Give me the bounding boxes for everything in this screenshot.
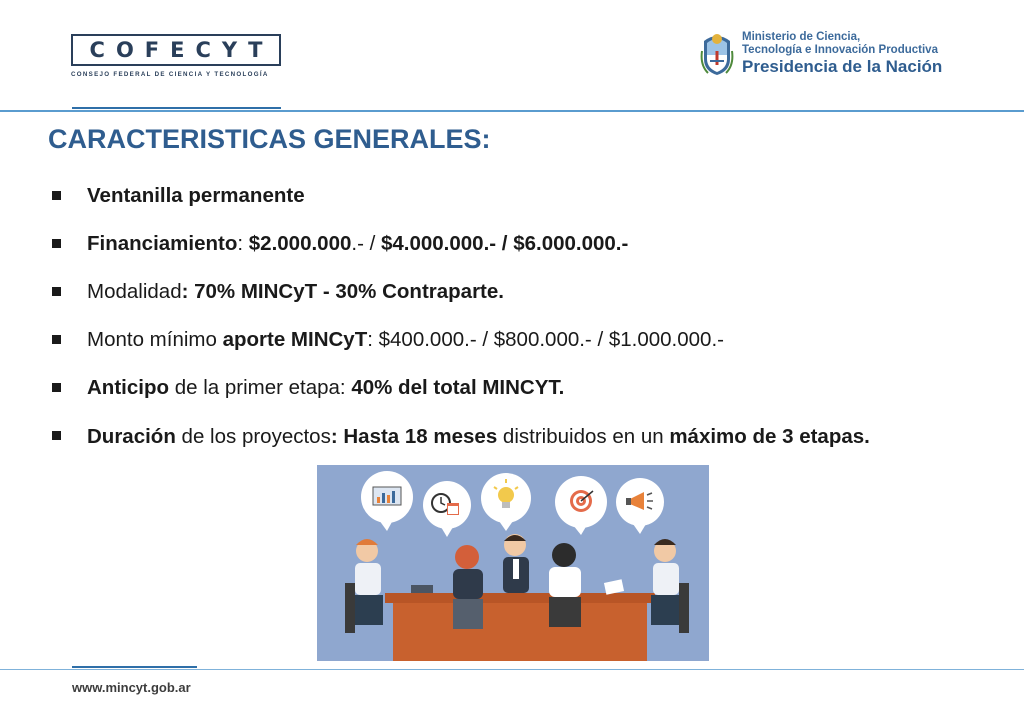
list-item <box>52 180 1016 211</box>
bullet-text: 40% del total MINCYT. <box>351 376 565 399</box>
cofecyt-logo-subtitle: CONSEJO FEDERAL DE CIENCIA Y TECNOLOGÍA <box>71 71 269 78</box>
bullet-text: Modalidad <box>87 280 182 303</box>
bullet-text: : <box>237 232 249 255</box>
footer-accent-rule <box>72 666 197 668</box>
header-divider <box>0 110 1024 112</box>
coat-of-arms-icon <box>700 31 734 77</box>
list-item <box>52 420 1016 453</box>
bullet-text: máximo de 3 etapas. <box>669 425 870 448</box>
bullet-text: : 70% MINCyT - 30% Contraparte. <box>181 280 504 303</box>
bullet-text: aporte MINCyT <box>222 328 368 351</box>
list-item <box>52 276 1016 307</box>
bullet-text: : $400.000.- / $800.000.- / $1.000.000.- <box>367 328 724 351</box>
ministry-name-line2: Tecnología e Innovación Productiva <box>742 44 938 56</box>
bullet-text: Monto mínimo <box>87 328 223 351</box>
features-list <box>52 180 1016 453</box>
bullet-text: .- / <box>351 232 381 255</box>
ministry-logo <box>700 31 942 77</box>
bullet-text: de los proyectos <box>175 425 331 448</box>
bullet-text: Financiamiento <box>87 232 238 255</box>
bullet-square-icon <box>52 431 61 440</box>
person-front-left <box>453 545 483 629</box>
header-accent-rule <box>72 107 281 109</box>
slide-title: CARACTERISTICAS GENERALES: <box>48 124 491 154</box>
bullet-text: Duración <box>87 425 176 448</box>
list-item <box>52 228 1016 259</box>
bullet-square-icon <box>52 383 61 392</box>
footer-divider <box>0 669 1024 670</box>
bullet-square-icon <box>52 191 61 200</box>
bullet-square-icon <box>52 335 61 344</box>
bullet-text: de la primer etapa: <box>169 376 352 399</box>
ministry-text <box>742 31 942 77</box>
list-item <box>52 372 1016 403</box>
bullet-text: Anticipo <box>87 376 169 399</box>
bullet-text: $4.000.000.- / $6.000.000.- <box>380 232 629 255</box>
bullet-square-icon <box>52 239 61 248</box>
bullet-text: $2.000.000 <box>248 232 352 255</box>
cofecyt-logo-word: COFECYT <box>89 38 274 62</box>
person-center <box>503 534 529 593</box>
bullet-text: : Hasta 18 meses <box>330 425 498 448</box>
ministry-name-line1: Ministerio de Ciencia, <box>742 31 861 43</box>
cofecyt-logo <box>71 34 281 78</box>
presidency-name: Presidencia de la Nación <box>742 57 943 76</box>
list-item <box>52 324 1016 355</box>
bullet-text: Ventanilla permanente <box>87 184 305 207</box>
bullet-text: distribuidos en un <box>497 425 670 448</box>
team-meeting-illustration <box>317 465 709 661</box>
footer-url: www.mincyt.gob.ar <box>72 680 191 695</box>
bullet-square-icon <box>52 287 61 296</box>
cofecyt-logo-box <box>71 34 281 66</box>
